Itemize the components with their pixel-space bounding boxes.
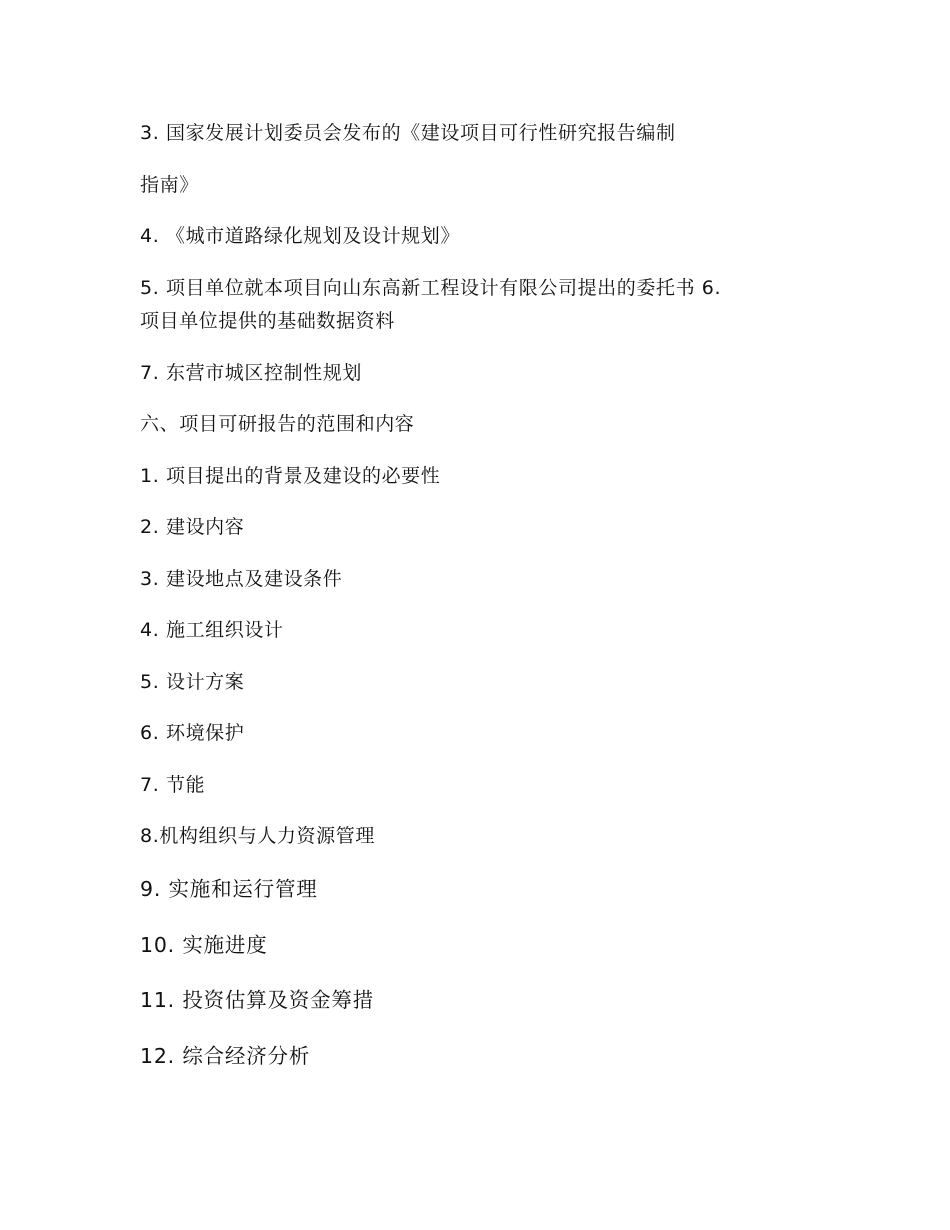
list-item: 5. 设计方案 (140, 671, 245, 693)
list-item: 3. 建设地点及建设条件 (140, 568, 343, 590)
section-heading: 六、项目可研报告的范围和内容 (140, 413, 415, 435)
text-line: 3. 国家发展计划委员会发布的《建设项目可行性研究报告编制 (140, 122, 676, 144)
text-line: 5. 项目单位就本项目向山东高新工程设计有限公司提出的委托书 6. (140, 277, 722, 299)
text-line: 4. 《城市道路绿化规划及设计规划》 (140, 225, 460, 247)
text-line: 项目单位提供的基础数据资料 (140, 310, 395, 332)
list-item: 9. 实施和运行管理 (140, 877, 318, 901)
list-item: 6. 环境保护 (140, 722, 245, 744)
list-item: 10. 实施进度 (140, 933, 268, 957)
list-item: 2. 建设内容 (140, 516, 245, 538)
list-item: 12. 综合经济分析 (140, 1044, 311, 1068)
list-item: 4. 施工组织设计 (140, 619, 284, 641)
list-item: 7. 节能 (140, 774, 206, 796)
list-item: 1. 项目提出的背景及建设的必要性 (140, 465, 441, 487)
text-line: 7. 东营市城区控制性规划 (140, 362, 362, 384)
list-item: 8.机构组织与人力资源管理 (140, 825, 375, 847)
text-line: 指南》 (140, 174, 199, 196)
list-item: 11. 投资估算及资金筹措 (140, 988, 375, 1012)
